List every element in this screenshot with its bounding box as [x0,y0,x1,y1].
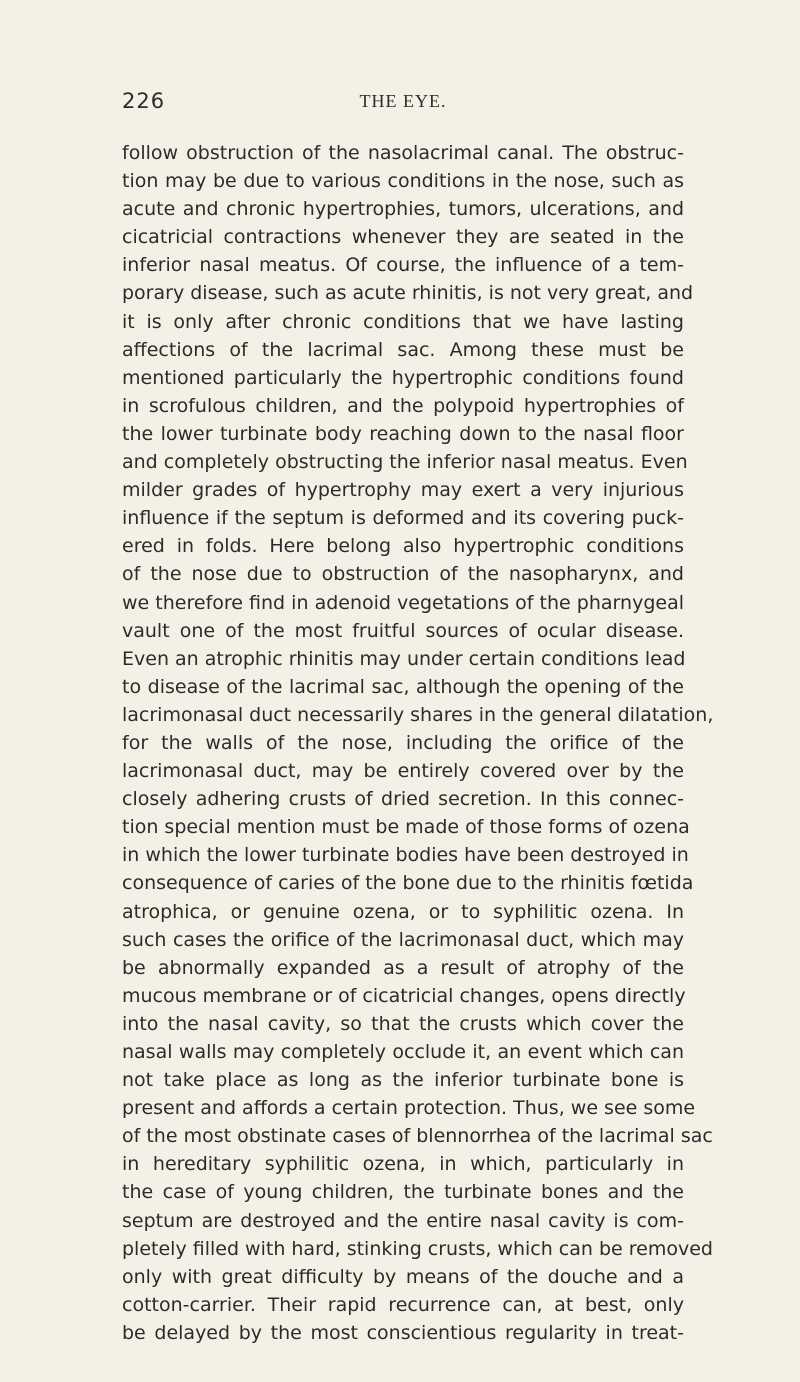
text-line: inferior nasal meatus. Of course, the influence of a tem- [122,254,684,277]
text-line: vault one of the most fruitful sources of ocular disease. [122,619,684,642]
text-line: of the nose due to obstruction of the nasopharynx, and [122,563,684,586]
text-line: lacrimonasal duct necessarily shares in the general dilatation, [122,703,714,726]
text-line: cicatricial contractions whenever they are seated in the [122,226,684,249]
text-line: in hereditary syphilitic ozena, in which, particularly in [122,1153,684,1176]
text-line: mentioned particularly the hypertrophic conditions found [122,366,684,389]
text-line: closely adhering crusts of dried secretion. In this connec- [122,788,684,811]
text-line: consequence of caries of the bone due to the rhinitis fœtida [122,872,694,895]
text-line: influence if the septum is deformed and its covering puck- [122,507,684,530]
text-line: only with great difficulty by means of the douche and a [122,1265,684,1288]
text-line: milder grades of hypertrophy may exert a very injurious [122,479,684,502]
text-line: the lower turbinate body reaching down to the nasal floor [122,422,684,445]
text-line: atrophica, or genuine ozena, or to syphilitic ozena. In [122,900,684,923]
text-line: septum are destroyed and the entire nasal cavity is com- [122,1209,684,1232]
text-line: mucous membrane or of cicatricial changes, opens directly [122,984,686,1007]
text-line: be delayed by the most conscientious regularity in treat- [122,1321,684,1344]
text-line: present and affords a certain protection. Thus, we see some [122,1097,696,1120]
text-line: lacrimonasal duct, may be entirely covered over by the [122,760,684,783]
text-line: and completely obstructing the inferior nasal meatus. Even [122,451,688,474]
text-line: follow obstruction of the nasolacrimal canal. The obstruc- [122,142,684,164]
text-line: acute and chronic hypertrophies, tumors, ulcerations, and [122,198,684,221]
text-line: into the nasal cavity, so that the crusts which cover the [122,1012,684,1035]
running-title: THE EYE. [359,91,447,111]
text-line: ered in folds. Here belong also hypertrophic conditions [122,535,684,558]
text-line: of the most obstinate cases of blennorrhea of the lacrimal sac [122,1125,713,1148]
text-line: pletely filled with hard, stinking crusts, which can be removed [122,1237,713,1260]
text-line: such cases the orifice of the lacrimonasal duct, which may [122,928,684,951]
text-line: not take place as long as the inferior turbinate bone is [122,1069,684,1092]
text-line: we therefore find in adenoid vegetations of the pharnygeal [122,591,684,614]
page-number: 226 [122,89,166,113]
text-line: porary disease, such as acute rhinitis, is not very great, and [122,282,694,305]
text-line: in which the lower turbinate bodies have been destroyed in [122,844,689,867]
page-header [122,89,684,119]
text-line: tion special mention must be made of those forms of ozena [122,816,690,839]
text-line: it is only after chronic conditions that we have lasting [122,310,684,333]
text-line: Even an atrophic rhinitis may under certain conditions lead [122,647,686,670]
text-line: tion may be due to various conditions in the nose, such as [122,170,684,193]
text-line: for the walls of the nose, including the orifice of the [122,731,684,754]
text-line: be abnormally expanded as a result of atrophy of the [122,956,684,979]
text-line: in scrofulous children, and the polypoid hypertrophies of [122,394,684,417]
text-line: the case of young children, the turbinate bones and the [122,1181,684,1204]
body-text [122,139,714,1347]
text-line: to disease of the lacrimal sac, although the opening of the [122,675,684,698]
text-line: cotton-carrier. Their rapid recurrence can, at best, only [122,1293,684,1316]
text-line: affections of the lacrimal sac. Among these must be [122,338,684,361]
text-line: nasal walls may completely occlude it, an event which can [122,1041,684,1063]
